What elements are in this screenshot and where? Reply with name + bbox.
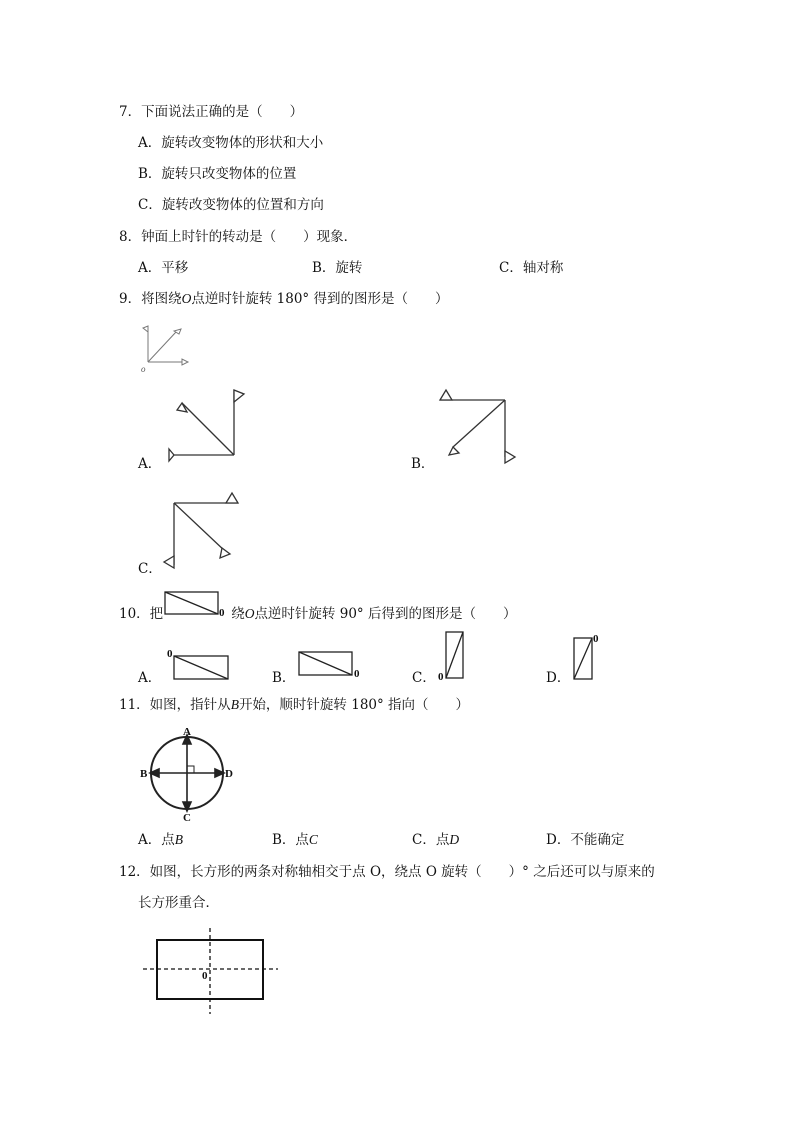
q11-stem-var: B xyxy=(230,697,239,712)
q8-option-a: A．平移 xyxy=(138,260,189,276)
q12-stem-line1: 12．如图，长方形的两条对称轴相交于点 O，绕点 O 旋转（ ）° 之后还可以与原来的 xyxy=(119,864,655,880)
q10-option-b-figure xyxy=(298,650,368,682)
q8-option-c: C．轴对称 xyxy=(499,260,564,276)
q7-option-a: A．旋转改变物体的形状和大小 xyxy=(138,135,324,151)
q11-stem-post: 开始，顺时针旋转 180° 指向（ ） xyxy=(238,697,470,713)
q11-dial-label-top: A xyxy=(183,726,191,738)
q7-option-c: C．旋转改变物体的位置和方向 xyxy=(138,197,324,213)
q9-original-figure xyxy=(138,320,193,375)
q10-d-point-label: 0 xyxy=(593,633,599,645)
q10-option-b-label: B． xyxy=(272,670,296,686)
q11-option-b xyxy=(272,832,318,848)
q10-stem-pre: 10．把 xyxy=(119,606,164,622)
q7-option-b: B．旋转只改变物体的位置 xyxy=(138,166,297,182)
q10-option-a-label: A． xyxy=(138,670,162,686)
q11-dial-label-right: D xyxy=(225,768,233,780)
q10-option-c-figure xyxy=(437,630,467,682)
q10-b-point-label: 0 xyxy=(354,668,360,680)
q11-option-d: D．不能确定 xyxy=(546,832,625,848)
q10-c-point-label: 0 xyxy=(438,671,444,683)
q11-option-c-var: D xyxy=(449,832,460,847)
q8-option-b: B．旋转 xyxy=(312,260,363,276)
q12-stem-line2: 长方形重合． xyxy=(138,895,219,911)
q10-stem-var: O xyxy=(244,606,255,621)
q11-option-b-var: C xyxy=(308,832,318,847)
q11-option-c xyxy=(412,832,459,848)
q11-option-a-var: B xyxy=(174,832,183,847)
q10-a-point-label: 0 xyxy=(167,648,173,660)
q7-stem: 7．下面说法正确的是（ ） xyxy=(119,104,304,120)
q9-option-a-figure xyxy=(160,385,260,470)
q9-stem xyxy=(119,291,448,307)
q11-option-a xyxy=(138,832,183,848)
q11-dial-label-bottom: C xyxy=(183,812,191,824)
q10-option-a-figure xyxy=(166,645,236,683)
q9-option-c-figure xyxy=(160,490,250,575)
q11-stem-pre: 11．如图，指针从 xyxy=(119,697,231,713)
q11-dial-label-left: B xyxy=(140,768,148,780)
q9-option-b-figure xyxy=(435,385,525,470)
q10-original-figure xyxy=(163,591,233,619)
q11-stem xyxy=(119,697,469,713)
q11-option-c-pre: C．点 xyxy=(412,832,450,848)
q10-option-c-label: C． xyxy=(412,670,436,686)
q12-center-label: 0 xyxy=(202,970,208,982)
q10-option-d-label: D． xyxy=(546,670,571,686)
q9-stem-pre: 9．将图绕 xyxy=(119,291,182,307)
q10-original-point-label: 0 xyxy=(219,607,225,619)
q11-option-b-pre: B．点 xyxy=(272,832,309,848)
q11-dial-figure xyxy=(138,724,238,824)
q8-stem: 8．钟面上时针的转动是（ ）现象． xyxy=(119,229,358,245)
q10-option-d-figure xyxy=(572,632,604,682)
q9-option-b-label: B． xyxy=(411,456,435,472)
q9-option-c-label: C． xyxy=(138,561,162,577)
q9-stem-post: 点逆时针旋转 180° 得到的图形是（ ） xyxy=(191,291,449,307)
q10-stem-mid: 绕 xyxy=(231,606,245,622)
q10-stem-post: 点逆时针旋转 90° 后得到的图形是（ ） xyxy=(254,606,517,622)
q11-option-a-pre: A．点 xyxy=(138,832,175,848)
q9-option-a-label: A． xyxy=(138,456,162,472)
q9-origin-label: o xyxy=(141,364,146,374)
q12-rectangle-figure xyxy=(140,926,285,1018)
q9-stem-var: O xyxy=(181,291,192,306)
